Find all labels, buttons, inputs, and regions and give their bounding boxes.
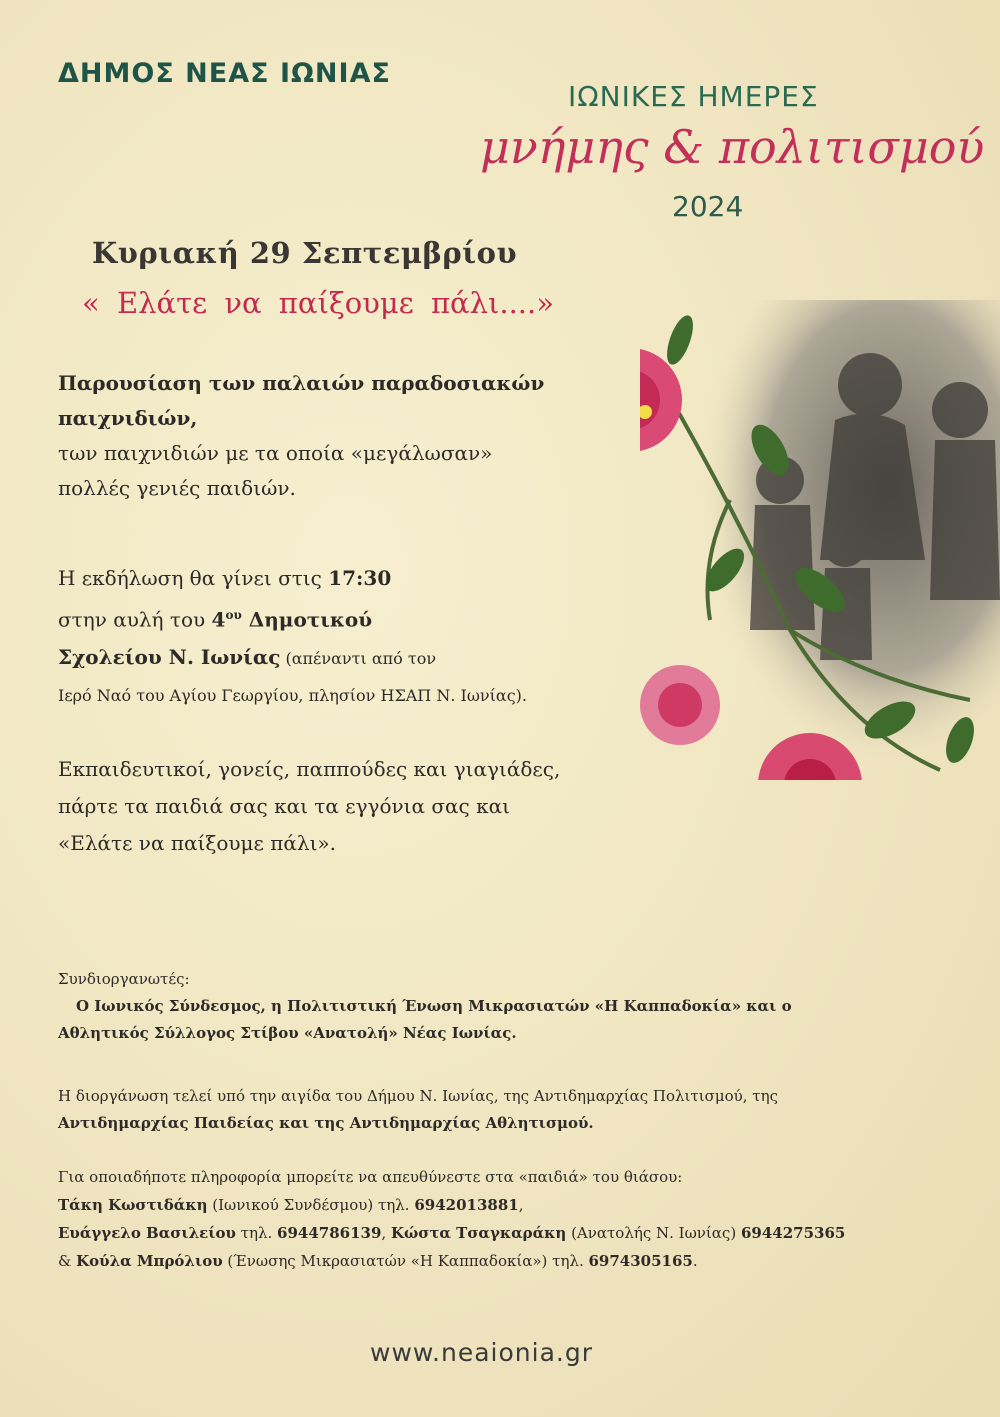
contact-name: Κώστα Τσαγκαράκη [390, 1224, 567, 1242]
co-organizers [58, 966, 792, 1047]
invite-line: «Ελάτε να παίξουμε πάλι». [58, 831, 337, 855]
event-title: « Ελάτε να παίξουμε πάλι....» [82, 286, 554, 320]
festival-name: ΙΩΝΙΚΕΣ ΗΜΕΡΕΣ [568, 80, 819, 113]
event-date: Κυριακή 29 Σεπτεμβρίου [92, 236, 518, 270]
contacts [58, 1163, 845, 1275]
contact-tel-label: τηλ. [378, 1196, 415, 1214]
details-text: (απέναντι από τον [280, 648, 437, 668]
school-number: 4 [211, 607, 226, 632]
vintage-photo-with-flowers [640, 300, 1000, 780]
intro-paragraph [58, 366, 544, 506]
co-organizers-line: Ο Ιωνικός Σύνδεσμος, η Πολιτιστική Ένωση Μικρασιατών «Η Καππαδοκία» και ο [76, 997, 792, 1015]
punctuation: , [518, 1196, 524, 1214]
punctuation: , [381, 1224, 391, 1242]
contact-phone: 6974305165 [588, 1252, 693, 1270]
details-text: στην αυλή του [58, 607, 212, 632]
school-location: Σχολείου Ν. Ιωνίας [58, 644, 281, 669]
intro-line: των παιχνιδιών με τα οποία «μεγάλωσαν» [58, 441, 493, 465]
contact-name: Ευάγγελο Βασιλείου [58, 1224, 236, 1242]
contact-line [58, 1219, 845, 1247]
contact-line [58, 1247, 845, 1275]
municipality-name: ΔΗΜΟΣ ΝΕΑΣ ΙΩΝΙΑΣ [58, 58, 391, 89]
intro-line: πολλές γενιές παιδιών. [58, 476, 296, 500]
contact-phone: 6944786139 [277, 1224, 382, 1242]
school-number-suffix: ου [225, 608, 242, 622]
punctuation: & [58, 1252, 77, 1270]
festival-subtitle: μνήμης & πολιτισμού [480, 120, 985, 174]
contact-tel-label: τηλ. [552, 1252, 589, 1270]
festival-year: 2024 [672, 190, 744, 223]
invite-line: πάρτε τα παιδιά σας και τα εγγόνια σας και [58, 794, 510, 818]
contact-name: Τάκη Κωστιδάκη [58, 1196, 208, 1214]
contacts-intro: Για οποιαδήποτε πληροφορία μπορείτε να απευθύνεστε στα «παιδιά» του θιάσου: [58, 1168, 683, 1186]
auspices-line: Αντιδημαρχίας Παιδείας και της Αντιδημαρχίας Αθλητισμού. [58, 1114, 594, 1132]
event-time: 17:30 [328, 566, 392, 590]
auspices-line: Η διοργάνωση τελεί υπό την αιγίδα του Δήμου Ν. Ιωνίας, της Αντιδημαρχίας Πολιτισμού, της [58, 1087, 778, 1105]
contact-org: (Ιωνικού Συνδέσμου) [207, 1196, 378, 1214]
details-text: Η εκδήλωση θα γίνει στις [58, 566, 329, 590]
event-details [58, 560, 527, 714]
contact-tel-label: τηλ. [235, 1224, 278, 1242]
details-line [58, 597, 527, 639]
details-line [58, 560, 527, 597]
intro-line: παιχνιδιών, [58, 406, 198, 430]
invitation-paragraph [58, 751, 560, 862]
school-name: Δημοτικού [241, 607, 373, 632]
invite-line: Εκπαιδευτικοί, γονείς, παππούδες και γιαγιάδες, [58, 757, 561, 781]
contact-name: Κούλα Μπρόλιου [76, 1252, 223, 1270]
contact-phone: 6942013881 [414, 1196, 519, 1214]
contact-phone: 6944275365 [740, 1224, 846, 1242]
details-line [58, 639, 527, 677]
punctuation: . [692, 1252, 698, 1270]
co-organizers-line: Αθλητικός Σύλλογος Στίβου «Ανατολή» Νέας Ιωνίας. [58, 1024, 517, 1042]
contact-line [58, 1191, 845, 1219]
auspices [58, 1083, 778, 1137]
intro-line: Παρουσίαση των παλαιών παραδοσιακών [58, 371, 545, 395]
details-line: Ιερό Ναό του Αγίου Γεωργίου, πλησίον ΗΣΑΠ Ν. Ιωνίας). [58, 685, 527, 705]
co-organizers-label: Συνδιοργανωτές: [58, 970, 190, 988]
contact-org: (Ένωσης Μικρασιατών «Η Καππαδοκία») [222, 1252, 553, 1270]
contact-org: (Ανατολής Ν. Ιωνίας) [566, 1224, 741, 1242]
website-link[interactable]: www.neaionia.gr [370, 1338, 593, 1367]
